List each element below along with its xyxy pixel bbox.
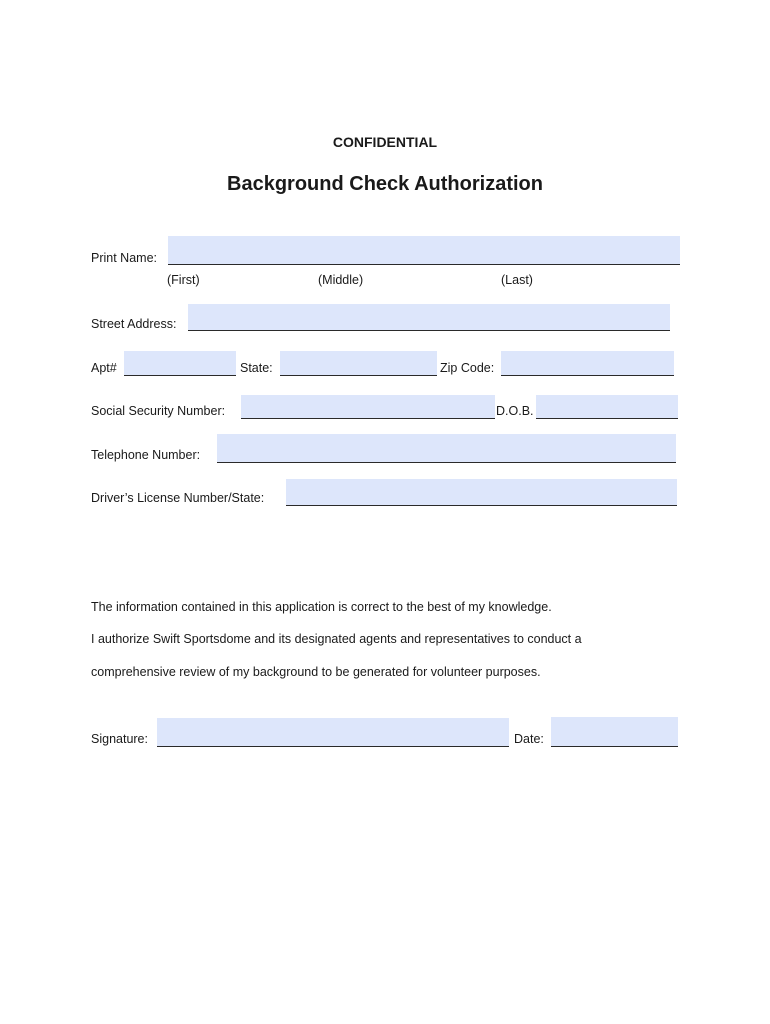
street-address-underline [188, 330, 670, 331]
name-first-caption: (First) [167, 273, 200, 287]
signature-underline [157, 746, 509, 747]
street-address-field[interactable] [188, 304, 670, 330]
telephone-underline [217, 462, 676, 463]
signature-field[interactable] [157, 718, 509, 746]
date-field[interactable] [551, 717, 678, 746]
street-address-label: Street Address: [91, 317, 177, 331]
signature-label: Signature: [91, 732, 148, 746]
license-underline [286, 505, 677, 506]
telephone-field[interactable] [217, 434, 676, 462]
state-field[interactable] [280, 351, 437, 375]
print-name-label: Print Name: [91, 251, 157, 265]
name-last-caption: (Last) [501, 273, 533, 287]
print-name-underline [168, 264, 680, 265]
zip-label: Zip Code: [440, 361, 495, 375]
confidential-heading: CONFIDENTIAL [332, 134, 438, 150]
license-field[interactable] [286, 479, 677, 505]
date-underline [551, 746, 678, 747]
dob-label: D.O.B. [496, 404, 534, 418]
dob-underline [536, 418, 678, 419]
page-title: Background Check Authorization [227, 173, 543, 195]
state-underline [280, 375, 437, 376]
statement-line-1: The information contained in this application is correct to the best of my knowledge. [91, 600, 552, 614]
telephone-label: Telephone Number: [91, 448, 201, 462]
dob-field[interactable] [536, 395, 678, 418]
ssn-label: Social Security Number: [91, 404, 226, 418]
apt-underline [124, 375, 236, 376]
zip-field[interactable] [501, 351, 674, 375]
license-label: Driver’s License Number/State: [91, 491, 265, 505]
state-label: State: [240, 361, 273, 375]
date-label: Date: [514, 732, 544, 746]
apt-field[interactable] [124, 351, 236, 375]
name-middle-caption: (Middle) [318, 273, 364, 287]
zip-underline [501, 375, 674, 376]
ssn-field[interactable] [241, 395, 495, 418]
statement-line-2: I authorize Swift Sportsdome and its designated agents and representatives to conduct a [91, 632, 582, 646]
apt-label: Apt# [91, 361, 117, 375]
ssn-underline [241, 418, 495, 419]
statement-line-3: comprehensive review of my background to be generated for volunteer purposes. [91, 665, 541, 679]
print-name-field[interactable] [168, 236, 680, 264]
